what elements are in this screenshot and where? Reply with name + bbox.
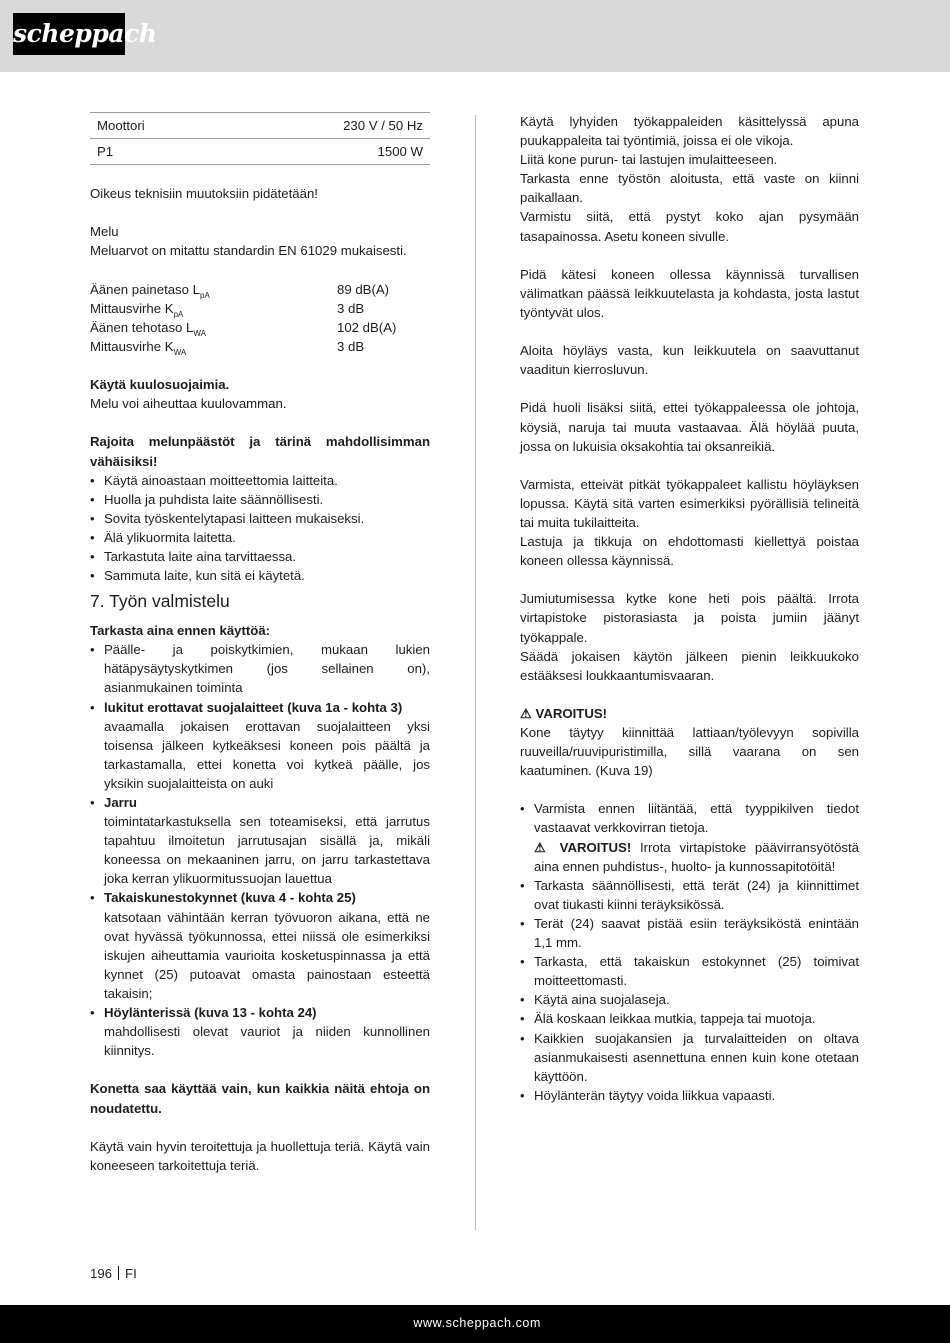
blades-note: Käytä vain hyvin teroitettuja ja huollettuja teriä. Käytä vain koneeseen tarkoitettuja teriä. xyxy=(90,1138,430,1173)
website-link[interactable]: www.scheppach.com xyxy=(413,1316,541,1330)
noise-value: 3 dB xyxy=(337,300,365,316)
noise-sub: WA xyxy=(173,347,187,357)
scheppach-logo: scheppach xyxy=(13,13,125,55)
item-heading: lukitut erottavat suojalaitteet (kuva 1a - kohta 3) xyxy=(104,699,403,715)
list-item: • Tarkastuta laite aina tarvittaessa. xyxy=(90,547,430,566)
list-item: • Käytä aina suojalaseja. xyxy=(520,990,859,1009)
list-item: • Älä ylikuormita laitetta. xyxy=(90,528,430,547)
language-code: FI xyxy=(125,1266,137,1281)
warning-icon: ⚠ xyxy=(534,839,551,855)
noise-sub: pA xyxy=(200,290,210,300)
noise-row xyxy=(90,318,430,337)
paragraph: Pidä huoli lisäksi siitä, ettei työkappaleessa ole johtoja, köysiä, naruja tai muuta vastaavaa. Älä höylää puuta, jossa on lukuisia oksakohtia tai oksanreikiä. xyxy=(520,400,859,454)
list-item: • Tarkasta säännöllisesti, että terät (24) ja kiinnittimet ovat tiukasti kiinni teräyksikössä. xyxy=(520,876,859,914)
paragraph: Jumiutumisessa kytke kone heti pois päältä. Irrota virtapistoke pistorasiasta ja poista jumiin jäänyt työkappale. xyxy=(520,591,859,645)
spec-value: 1500 W xyxy=(225,139,430,165)
noise-sub: WA xyxy=(193,328,206,338)
list-item: • Tarkasta, että takaiskun estokynnet (25) toimivat moitteettomasti. xyxy=(520,952,859,990)
noise-standard: Meluarvot on mitattu standardin EN 61029 mukaisesti. xyxy=(90,243,407,259)
noise-row xyxy=(90,337,430,356)
limit-list xyxy=(90,471,430,586)
warning-title: VAROITUS! xyxy=(535,705,608,721)
column-divider xyxy=(475,115,476,1230)
check-list xyxy=(90,640,430,1060)
paragraph: Liitä kone purun- tai lastujen imulaitteeseen. xyxy=(520,152,778,168)
list-item: • Höylänterän täytyy voida liikkua vapaasti. xyxy=(520,1086,859,1105)
item-text: Irrota virtapistoke päävirransyötöstä aina ennen puhdistus-, huolto- ja kunnossapitotöitä! xyxy=(534,839,860,874)
noise-value: 102 dB(A) xyxy=(337,319,397,335)
item-text: mahdollisesti olevat vauriot ja niiden kunnollinen kiinnitys. xyxy=(104,1024,430,1059)
section-title: 7. Työn valmistelu xyxy=(90,591,230,612)
list-item xyxy=(520,799,859,875)
noise-row xyxy=(90,299,430,318)
paragraph: Tarkasta enne työstön aloitusta, että vaste on kiinni paikallaan. xyxy=(520,171,859,206)
table-row xyxy=(90,139,430,165)
list-item: • Sammuta laite, kun sitä ei käytetä. xyxy=(90,566,430,585)
warning-title: VAROITUS! xyxy=(559,839,632,855)
list-item xyxy=(90,1003,430,1060)
page-number-value: 196 xyxy=(90,1266,113,1281)
spec-table xyxy=(90,112,430,165)
item-text: avaamalla jokaisen erottavan suojalaitteen yksi toisensa jälkeen kytkeäksesi koneen pois päältä ja tarkastamalla, ettei konetta voi kytkeä päälle, jos yksikin suojalaitteista on auki xyxy=(104,718,430,791)
list-item: • Sovita työskentelytapasi laitteen mukaiseksi. xyxy=(90,509,430,528)
right-column xyxy=(520,112,859,1105)
page-header xyxy=(0,0,950,72)
noise-label: Äänen tehotaso L xyxy=(90,319,194,335)
paragraph: Varmista, etteivät pitkät työkappaleet kallistu höyläyksen lopussa. Käytä sitä varten esimerkiksi pyörällisiä telineitä tai muita tukilaitteita. xyxy=(520,476,859,530)
changes-note: Oikeus teknisiin muutoksiin pidätetään! xyxy=(90,186,318,202)
list-item xyxy=(90,698,430,793)
item-heading: Jarru xyxy=(104,795,137,810)
paragraph: Käytä lyhyiden työkappaleiden käsittelyssä apuna puukappaleita tai työntimiä, joissa ei ole vikoja. xyxy=(520,114,859,149)
noise-row xyxy=(90,280,430,299)
check-heading: Tarkasta aina ennen käyttöä: xyxy=(90,623,271,639)
list-item: • Huolla ja puhdista laite säännöllisesti. xyxy=(90,490,430,509)
list-item: • Terät (24) saavat pistää esiin teräyksiköstä enintään 1,1 mm. xyxy=(520,914,859,952)
item-heading: Takaiskunestokynnet (kuva 4 - kohta 25) xyxy=(104,890,356,906)
left-column xyxy=(90,112,430,1175)
limit-heading: Rajoita melunpäästöt ja tärinä mahdollisimman vähäisiksi! xyxy=(90,434,430,469)
list-item: • Käytä ainoastaan moitteettomia laitteita. xyxy=(90,471,430,490)
paragraph: Säädä jokaisen käytön jälkeen pienin leikkuukoko estääksesi loukkaantumisvaaran. xyxy=(520,648,859,683)
warning-icon: ⚠ xyxy=(520,705,532,721)
noise-value: 3 dB xyxy=(337,338,365,354)
safety-list xyxy=(520,799,859,1105)
noise-sub: pA xyxy=(173,309,184,319)
list-item: • Älä koskaan leikkaa mutkia, tappeja tai muotoja. xyxy=(520,1009,859,1028)
spec-label: Moottori xyxy=(90,113,225,139)
paragraph: Aloita höyläys vasta, kun leikkuutela on saavuttanut vaaditun kierrosluvun. xyxy=(520,343,859,378)
list-item xyxy=(90,888,430,1003)
spec-label: P1 xyxy=(90,139,225,165)
item-text: toimintatarkastuksella sen toteamiseksi, että jarrutus tapahtuu ilmoitetun jarrutusajan sisällä ja, mikäli koneessa on mekaaninen jarru, on jarru tarkastettava joka kerran ylikuormitussuojan lauettua xyxy=(104,814,430,887)
ear-protection-text: Melu voi aiheuttaa kuulovamman. xyxy=(90,396,287,412)
ear-protection-heading: Käytä kuulosuojaimia. xyxy=(90,377,230,393)
noise-label: Mittausvirhe K xyxy=(90,300,174,316)
item-text: Päälle- ja poiskytkimien, mukaan lukien hätäpysäytyskytkimen (jos sellainen on), asianmukainen toiminta xyxy=(104,642,430,696)
page-number xyxy=(90,1266,137,1281)
table-row xyxy=(90,113,430,139)
list-item xyxy=(90,640,430,697)
item-heading: Höylänterissä (kuva 13 - kohta 24) xyxy=(104,1005,317,1021)
conditions-note: Konetta saa käyttää vain, kun kaikkia näitä ehtoja on noudatettu. xyxy=(90,1081,430,1116)
item-text: Varmista ennen liitäntää, että tyyppikilven tiedot vastaavat verkkovirran tietoja. xyxy=(534,801,859,836)
spec-value: 230 V / 50 Hz xyxy=(225,113,430,139)
noise-label: Äänen painetaso L xyxy=(90,281,200,297)
list-item: • Kaikkien suojakansien ja turvalaitteiden on oltava asianmukaisesti asennettuna ennen kuin kone otetaan käyttöön. xyxy=(520,1029,859,1086)
paragraph: Pidä kätesi koneen ollessa käynnissä turvallisen välimatkan päässä leikkuutelasta ja kohdasta, josta lastut työntyvät ulos. xyxy=(520,266,859,320)
paragraph: Varmistu siitä, että pystyt koko ajan pysymään tasapainossa. Asetu koneen sivulle. xyxy=(520,209,859,244)
warning-heading xyxy=(520,704,859,723)
paragraph: Lastuja ja tikkuja on ehdottomasti kiellettyä poistaa koneen ollessa käynnissä. xyxy=(520,534,859,569)
noise-values xyxy=(90,280,430,356)
item-text: katsotaan vähintään kerran työvuoron aikana, että ne ovat hyvässä työkunnossa, ettei niissä ole esimerkiksi iskujen aiheuttamia vaurioita kosketuspinnassa ja että kynnet (25) putoavat omasta painostaan esteettä takaisin; xyxy=(104,909,430,1001)
list-item xyxy=(90,793,430,888)
noise-title: Melu xyxy=(90,224,119,240)
warning-text: Kone täytyy kiinnittää lattiaan/työlevyyn sopivilla ruuveilla/ruuvipuristimilla, sillä vaarana on sen kaatuminen. (Kuva 19) xyxy=(520,725,859,779)
noise-label: Mittausvirhe K xyxy=(90,338,174,354)
page-footer xyxy=(0,1305,950,1343)
noise-value: 89 dB(A) xyxy=(337,281,390,297)
